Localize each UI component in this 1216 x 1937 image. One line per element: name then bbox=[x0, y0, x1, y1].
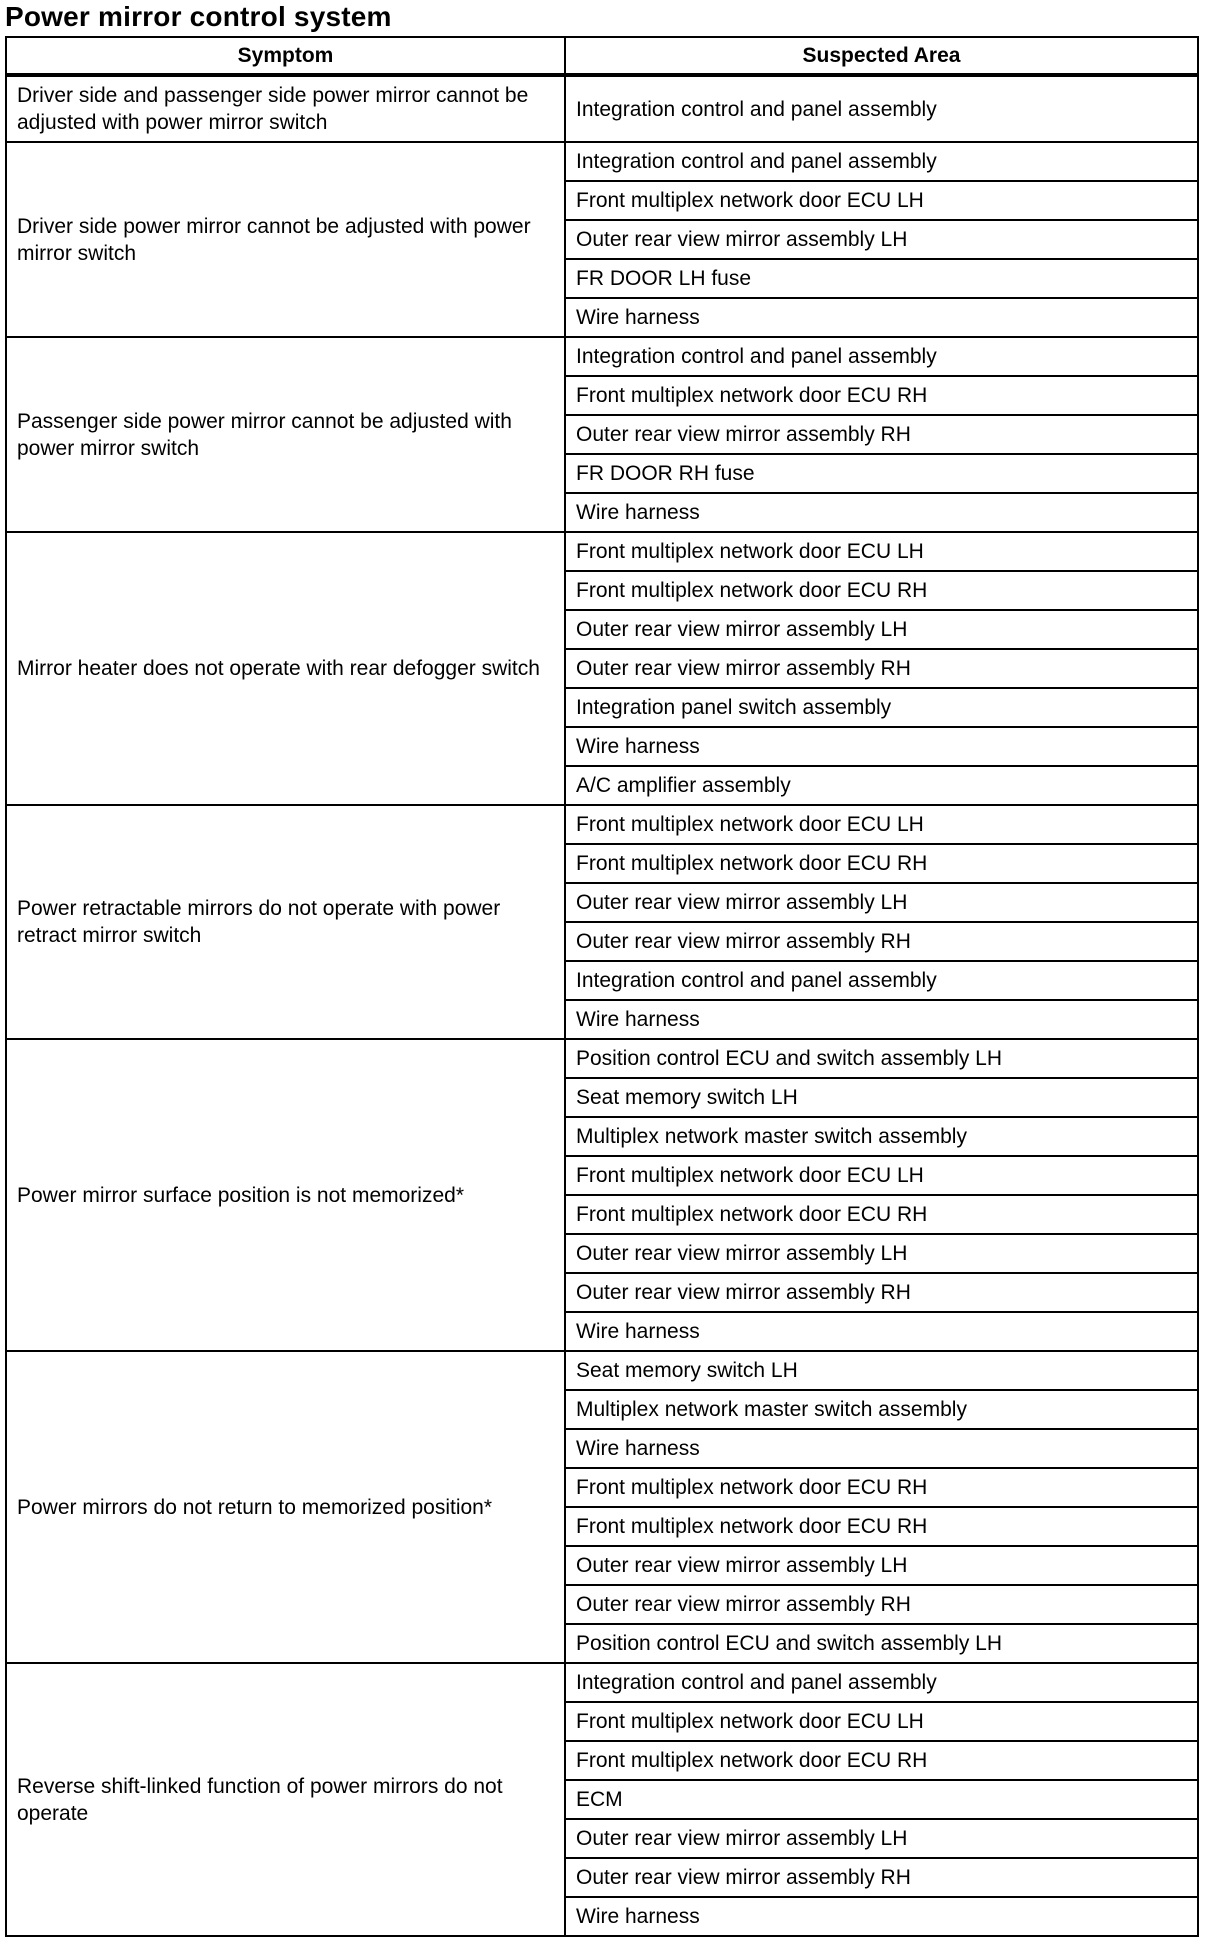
suspected-area-cell: Wire harness bbox=[565, 493, 1198, 532]
suspected-area-cell: Outer rear view mirror assembly RH bbox=[565, 922, 1198, 961]
suspected-area-cell: Front multiplex network door ECU RH bbox=[565, 1195, 1198, 1234]
suspected-area-cell: Front multiplex network door ECU LH bbox=[565, 532, 1198, 571]
suspected-area-cell: Outer rear view mirror assembly RH bbox=[565, 415, 1198, 454]
table-row bbox=[6, 337, 1198, 376]
suspected-area-cell: A/C amplifier assembly bbox=[565, 766, 1198, 805]
suspected-area-cell: Front multiplex network door ECU RH bbox=[565, 1507, 1198, 1546]
symptom-cell: Passenger side power mirror cannot be adjusted with power mirror switch bbox=[6, 337, 565, 532]
suspected-area-cell: Wire harness bbox=[565, 1897, 1198, 1936]
suspected-area-cell: Front multiplex network door ECU LH bbox=[565, 805, 1198, 844]
suspected-area-cell: Outer rear view mirror assembly RH bbox=[565, 1858, 1198, 1897]
suspected-area-cell: Wire harness bbox=[565, 1312, 1198, 1351]
suspected-area-cell: Integration control and panel assembly bbox=[565, 142, 1198, 181]
suspected-area-cell: Outer rear view mirror assembly LH bbox=[565, 1546, 1198, 1585]
suspected-area-cell: Front multiplex network door ECU RH bbox=[565, 571, 1198, 610]
suspected-area-cell: Seat memory switch LH bbox=[565, 1078, 1198, 1117]
suspected-area-cell: Front multiplex network door ECU RH bbox=[565, 1741, 1198, 1780]
table-row bbox=[6, 1663, 1198, 1702]
suspected-area-cell: Integration control and panel assembly bbox=[565, 1663, 1198, 1702]
suspected-area-cell: Front multiplex network door ECU LH bbox=[565, 1156, 1198, 1195]
suspected-area-cell: Integration control and panel assembly bbox=[565, 75, 1198, 142]
suspected-area-cell: Outer rear view mirror assembly LH bbox=[565, 1234, 1198, 1273]
symptom-cell: Reverse shift-linked function of power mirrors do not operate bbox=[6, 1663, 565, 1936]
suspected-area-cell: Multiplex network master switch assembly bbox=[565, 1117, 1198, 1156]
symptom-cell: Power mirrors do not return to memorized position* bbox=[6, 1351, 565, 1663]
suspected-area-cell: Wire harness bbox=[565, 298, 1198, 337]
suspected-area-cell: Integration control and panel assembly bbox=[565, 961, 1198, 1000]
suspected-area-cell: Front multiplex network door ECU LH bbox=[565, 1702, 1198, 1741]
table-row bbox=[6, 532, 1198, 571]
suspected-area-cell: Outer rear view mirror assembly LH bbox=[565, 1819, 1198, 1858]
suspected-area-cell: Multiplex network master switch assembly bbox=[565, 1390, 1198, 1429]
suspected-area-cell: Outer rear view mirror assembly LH bbox=[565, 883, 1198, 922]
suspected-area-cell: Position control ECU and switch assembly LH bbox=[565, 1039, 1198, 1078]
suspected-area-cell: Outer rear view mirror assembly RH bbox=[565, 1585, 1198, 1624]
table-row bbox=[6, 805, 1198, 844]
table-row bbox=[6, 1039, 1198, 1078]
symptom-table bbox=[5, 36, 1199, 1937]
suspected-area-cell: Seat memory switch LH bbox=[565, 1351, 1198, 1390]
table-row bbox=[6, 142, 1198, 181]
suspected-area-cell: Wire harness bbox=[565, 1429, 1198, 1468]
suspected-area-cell: Front multiplex network door ECU RH bbox=[565, 844, 1198, 883]
suspected-area-cell: Wire harness bbox=[565, 727, 1198, 766]
symptom-cell: Mirror heater does not operate with rear defogger switch bbox=[6, 532, 565, 805]
suspected-area-cell: Outer rear view mirror assembly RH bbox=[565, 649, 1198, 688]
suspected-area-cell: ECM bbox=[565, 1780, 1198, 1819]
suspected-area-cell: Front multiplex network door ECU RH bbox=[565, 376, 1198, 415]
page-title: Power mirror control system bbox=[5, 1, 392, 32]
suspected-area-cell: Position control ECU and switch assembly LH bbox=[565, 1624, 1198, 1663]
table-body bbox=[6, 75, 1198, 1936]
suspected-area-cell: Integration panel switch assembly bbox=[565, 688, 1198, 727]
table-header-row bbox=[6, 37, 1198, 75]
suspected-area-cell: FR DOOR LH fuse bbox=[565, 259, 1198, 298]
table-row bbox=[6, 75, 1198, 142]
suspected-area-cell: FR DOOR RH fuse bbox=[565, 454, 1198, 493]
suspected-area-cell: Integration control and panel assembly bbox=[565, 337, 1198, 376]
suspected-area-cell: Outer rear view mirror assembly LH bbox=[565, 610, 1198, 649]
symptom-cell: Power mirror surface position is not memorized* bbox=[6, 1039, 565, 1351]
symptom-cell: Power retractable mirrors do not operate with power retract mirror switch bbox=[6, 805, 565, 1039]
table-row bbox=[6, 1351, 1198, 1390]
header-suspected-area: Suspected Area bbox=[565, 37, 1198, 75]
suspected-area-cell: Outer rear view mirror assembly RH bbox=[565, 1273, 1198, 1312]
suspected-area-cell: Wire harness bbox=[565, 1000, 1198, 1039]
suspected-area-cell: Outer rear view mirror assembly LH bbox=[565, 220, 1198, 259]
symptom-cell: Driver side and passenger side power mirror cannot be adjusted with power mirror switch bbox=[6, 75, 565, 142]
symptom-cell: Driver side power mirror cannot be adjusted with power mirror switch bbox=[6, 142, 565, 337]
suspected-area-cell: Front multiplex network door ECU RH bbox=[565, 1468, 1198, 1507]
suspected-area-cell: Front multiplex network door ECU LH bbox=[565, 181, 1198, 220]
header-symptom: Symptom bbox=[6, 37, 565, 75]
